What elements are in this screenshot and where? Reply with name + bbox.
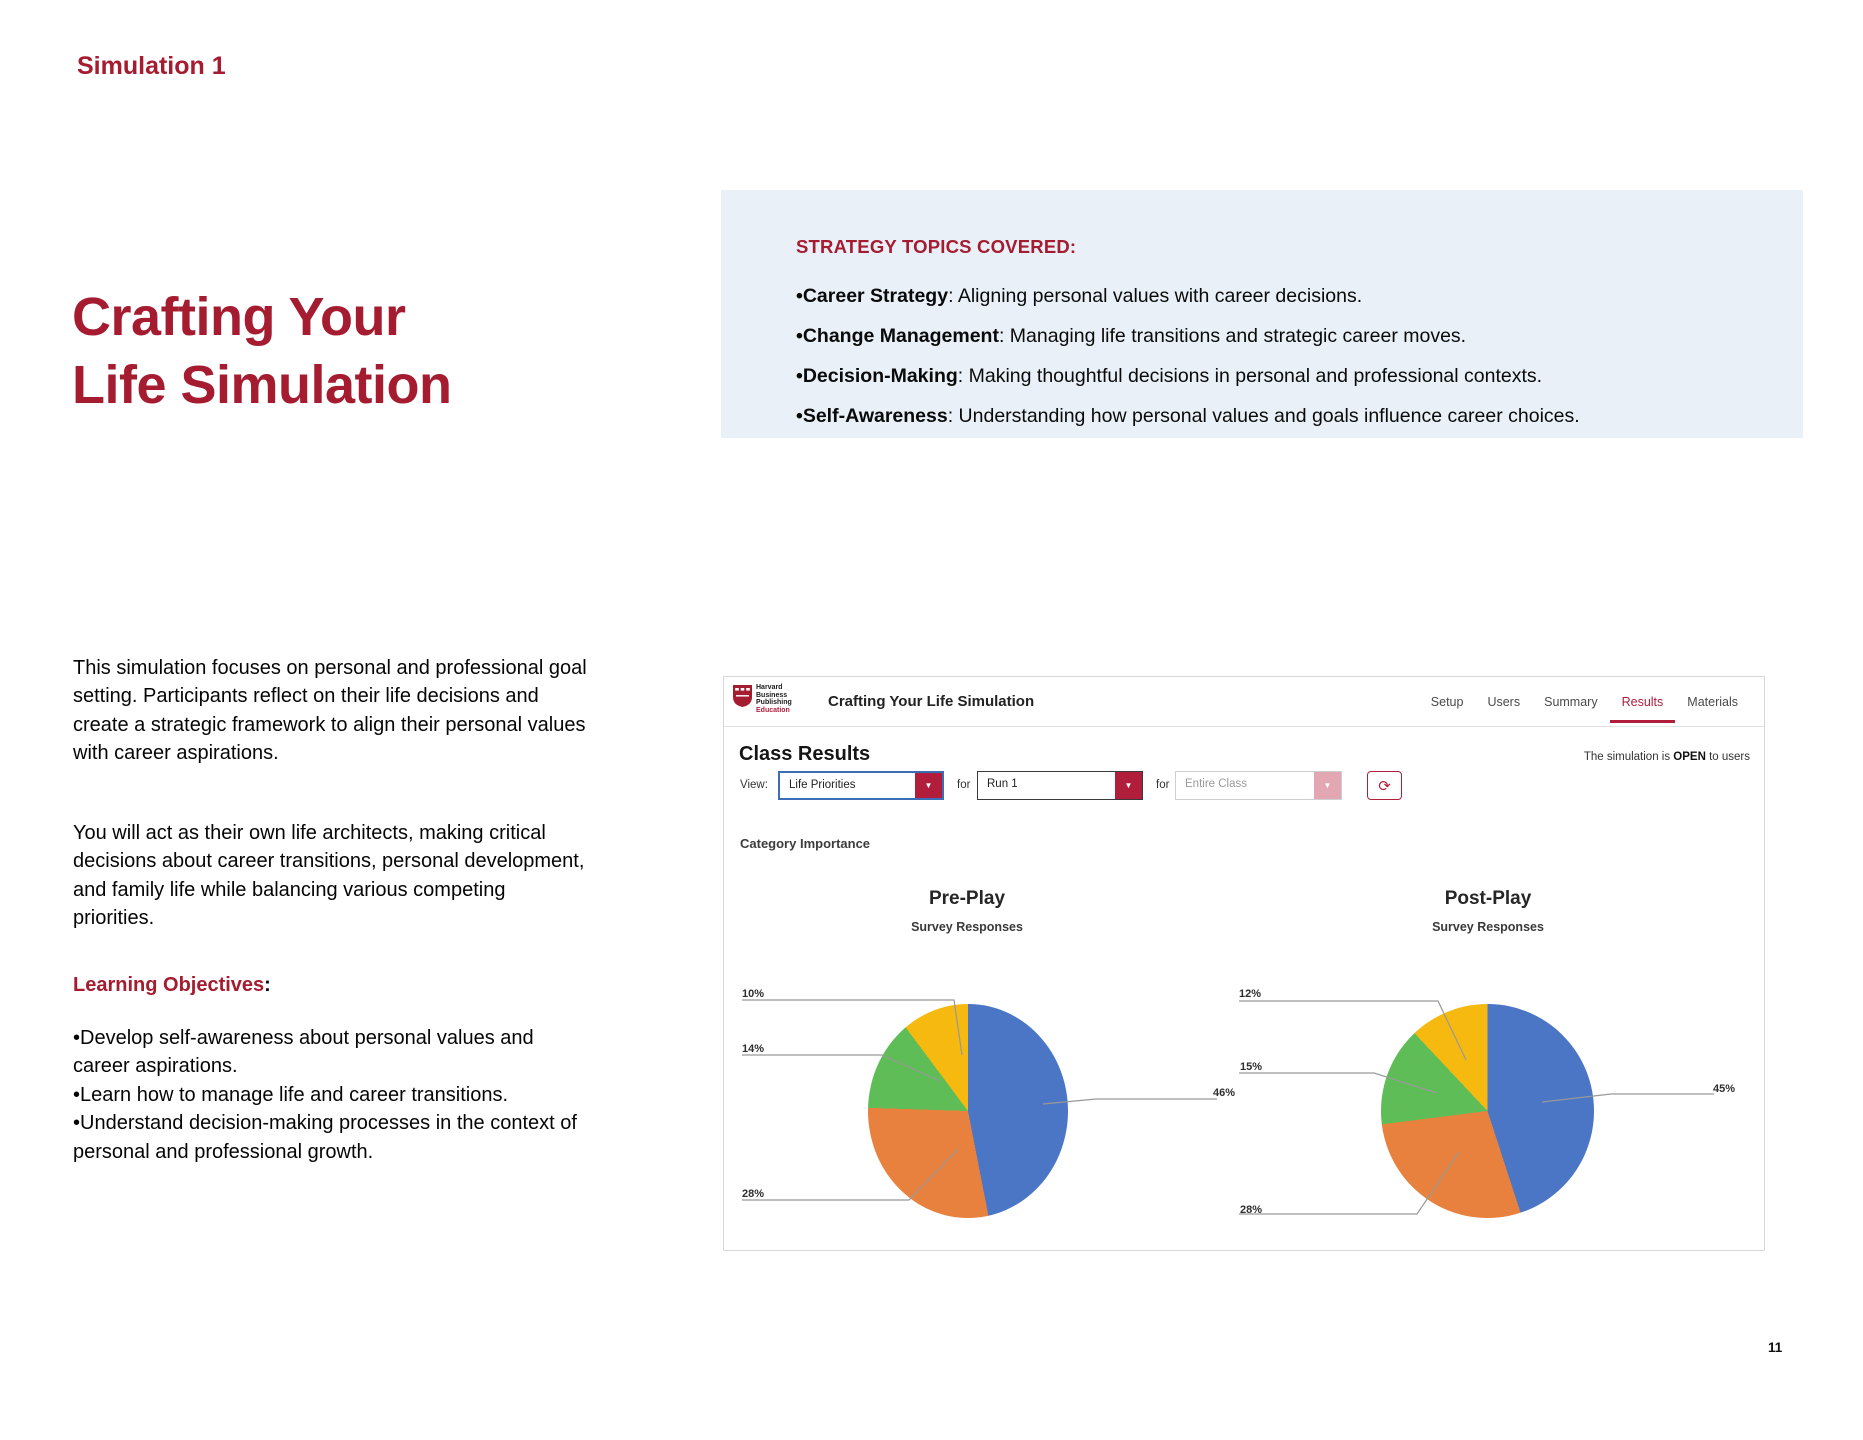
pre-play-callout-blue: 46% [1213, 1087, 1236, 1099]
hbp-logo [732, 684, 792, 714]
pre-play-callout-orange: 28% [742, 1188, 765, 1200]
brand-line: Harvard [756, 684, 783, 691]
status-prefix: The simulation is [1583, 751, 1674, 763]
refresh-icon: ⟳ [1378, 777, 1391, 795]
page-title [72, 283, 452, 419]
pre-play-callout-yellow: 10% [742, 988, 765, 1000]
chevron-down-icon: ▼ [1314, 772, 1341, 799]
learning-objectives-heading [73, 971, 271, 999]
hbp-shield-icon [732, 684, 753, 713]
strategy-topic-item [796, 356, 1580, 396]
strategy-topic-item [796, 396, 1580, 436]
brand-line: Business [756, 691, 788, 699]
app-title: Crafting Your Life Simulation [828, 693, 1035, 710]
post-play-pie-chart[interactable] [1381, 1004, 1594, 1218]
learning-objectives-list [73, 1024, 589, 1166]
post-play-callout-yellow: 12% [1239, 988, 1262, 1000]
view-dropdown-value: Life Priorities [789, 779, 856, 791]
post-play-callout-orange: 28% [1240, 1204, 1263, 1216]
learning-objective-item: •Learn how to manage life and career transitions. [73, 1083, 509, 1106]
page-title-line-2: Life Simulation [72, 355, 452, 415]
pre-play-subtitle: Survey Responses [911, 920, 1023, 934]
page-kicker: Simulation 1 [77, 52, 226, 80]
hbp-logo-text [756, 684, 792, 714]
category-importance-label: Category Importance [740, 836, 871, 851]
learning-objectives-label: Learning Objectives [73, 974, 265, 996]
nav-tab-materials[interactable]: Materials [1687, 694, 1738, 709]
post-play-callout-green: 15% [1240, 1061, 1263, 1073]
strategy-topic-desc: : Aligning personal values with career decisions. [948, 285, 1363, 307]
callout-leader-lines [724, 677, 1766, 1252]
simulation-app-screenshot [723, 676, 1765, 1251]
simulation-status [1584, 751, 1750, 763]
status-open: OPEN [1673, 751, 1706, 763]
class-results-heading: Class Results [739, 743, 871, 765]
status-suffix: to users [1705, 751, 1750, 763]
for-label-2: for [1156, 779, 1170, 791]
post-play-callout-blue: 45% [1713, 1083, 1736, 1095]
strategy-topic-term: •Decision-Making [796, 365, 958, 387]
strategy-topic-desc: : Managing life transitions and strategic career moves. [998, 325, 1467, 347]
strategy-topic-term: •Career Strategy [796, 285, 949, 307]
app-header [724, 677, 1764, 727]
strategy-topic-item [796, 276, 1580, 316]
nav-tab-summary[interactable]: Summary [1544, 694, 1598, 709]
strategy-topic-desc: : Making thoughtful decisions in personal and professional contexts. [957, 365, 1543, 387]
pre-play-title: Pre-Play [928, 888, 1006, 909]
post-play-title: Post-Play [1444, 888, 1532, 909]
for-label-1: for [957, 779, 971, 791]
strategy-topic-item [796, 316, 1580, 356]
nav-tab-users[interactable]: Users [1487, 694, 1521, 709]
page-number: 11 [1768, 1340, 1783, 1355]
filter-row [724, 771, 1764, 800]
strategy-topic-desc: : Understanding how personal values and goals influence career choices. [947, 405, 1580, 427]
page-title-line-1: Crafting Your [72, 287, 406, 347]
run-dropdown[interactable] [977, 771, 1143, 800]
strategy-topics-box [721, 190, 1803, 438]
post-play-subtitle: Survey Responses [1432, 920, 1544, 934]
chevron-down-icon: ▼ [915, 773, 942, 798]
intro-paragraph-2: You will act as their own life architects, making critical decisions about career transitions, personal development, and family life while balancing various competing priorities. [73, 822, 585, 930]
brand-line: Publishing [756, 699, 792, 706]
strategy-topic-term: •Change Management [796, 325, 999, 347]
pre-play-pie-chart[interactable] [868, 1004, 1068, 1218]
brand-education: Education [756, 706, 790, 714]
intro-paragraph-1: This simulation focuses on personal and professional goal setting. Participants reflect on their life decisions and create a strategic framework to align their personal values with career aspirations. [73, 657, 587, 765]
strategy-topics-heading: STRATEGY TOPICS COVERED: [796, 236, 1077, 257]
pre-play-callout-green: 14% [742, 1043, 765, 1055]
refresh-button[interactable] [1367, 771, 1402, 800]
class-dropdown-disabled [1175, 771, 1342, 800]
strategy-topic-term: •Self-Awareness [796, 405, 948, 427]
view-dropdown[interactable] [778, 771, 944, 800]
nav-tab-results[interactable]: Results [1621, 694, 1664, 709]
chevron-down-icon: ▼ [1115, 772, 1142, 799]
strategy-topics-list [796, 276, 1580, 436]
app-nav [1431, 677, 1738, 726]
nav-tab-setup[interactable]: Setup [1430, 694, 1464, 709]
run-dropdown-value: Run 1 [987, 778, 1018, 790]
class-dropdown-value: Entire Class [1185, 778, 1247, 790]
learning-objective-item: •Understand decision-making processes in the context of personal and professional growth. [73, 1112, 577, 1163]
learning-objective-item: •Develop self-awareness about personal values and career aspirations. [73, 1027, 534, 1078]
learning-objectives-colon: : [264, 974, 271, 996]
view-label: View: [740, 779, 768, 791]
